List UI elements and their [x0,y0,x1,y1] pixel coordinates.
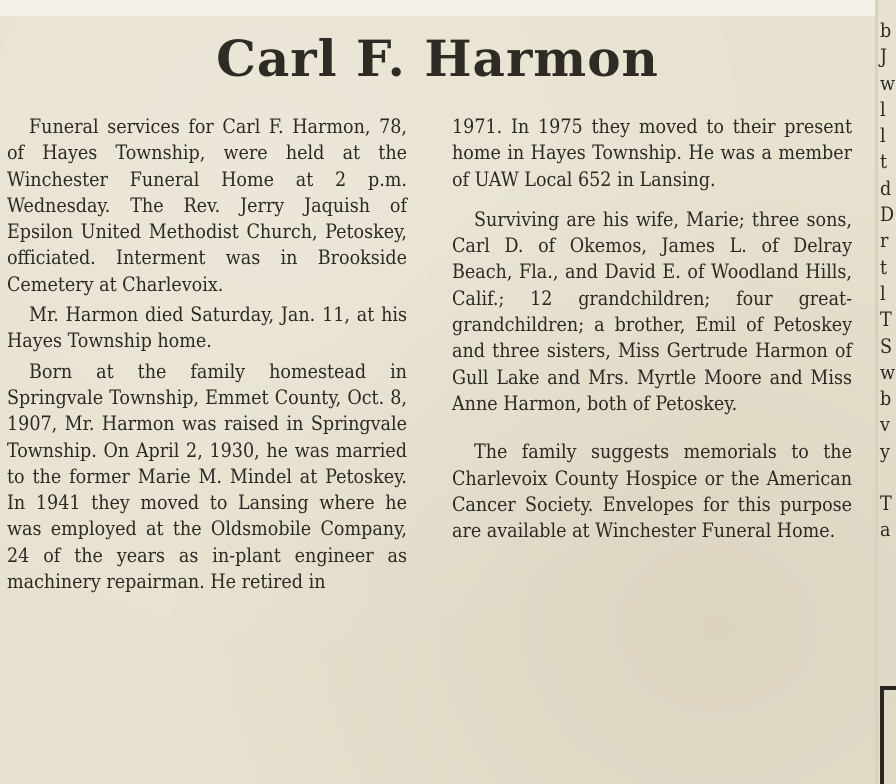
fragment-letter: T [880,308,892,332]
fragment-letter: v [880,413,890,437]
fragment-letter: t [880,150,888,174]
fragment-letter: T [880,492,892,516]
paragraph-biography: Born at the family homestead in Springvale Township, Emmet County, Oct. 8, 1907, Mr. Harmon was raised in Springvale Township. On April 2, 1930, he was married to the former Marie M. Mindel at Petoskey. In 1941 they moved to Lansing where he was employed at the Oldsmobile Company, 24 of the years as in-plant engineer as machinery repairman. He retired in [7,359,407,594]
left-column [7,114,407,595]
adjacent-box-border [880,686,896,784]
middle-column [452,114,852,544]
fragment-letter: w [880,360,896,384]
fragment-letter: b [880,387,892,411]
paragraph-biography-continued: 1971. In 1975 they moved to their present home in Hayes Township. He was a member of UAW Local 652 in Lansing. [452,115,852,191]
fragment-letter: b [880,19,892,42]
fragment-letter: a [880,518,891,542]
paragraph-memorials: The family suggests memorials to the Charlevoix County Hospice or the American Cancer Society. Envelopes for this purpose are available at Winchester Funeral Home. [452,440,852,543]
fragment-letter: l [880,97,886,121]
fragment-letter: S [880,334,893,358]
headline: Carl F. Harmon [216,29,659,88]
fragment-letter: J [880,45,888,69]
fragment-letter: y [880,439,890,463]
adjacent-column-fragment [880,18,896,544]
fragment-letter: D [880,203,895,227]
paragraph-funeral-services: Funeral services for Carl F. Harmon, 78, of Hayes Township, were held at the Winchester Funeral Home at 2 p.m. Wednesday. The Rev. Jerry Jaquish of Epsilon United Methodist Church, Petoskey, officiated. Interment was in Brookside Cemetery at Charlevoix. [7,115,407,296]
fragment-letter: l [880,281,886,305]
column-divider [875,0,878,784]
fragment-letter: r [880,229,889,253]
fragment-letter: w [880,71,896,95]
paragraph-survivors: Surviving are his wife, Marie; three sons, Carl D. of Okemos, James L. of Delray Beach, Fla., and David E. of Woodland Hills, Calif.; 12 grandchildren; four great-grandchildren; a brother, Emil of Petoskey and three sisters, Miss Gertrude Harmon of Gull Lake and Mrs. Myrtle Moore and Miss Anne Harmon, both of Petoskey. [452,207,852,415]
paragraph-death: Mr. Harmon died Saturday, Jan. 11, at his Hayes Township home. [7,303,407,353]
paper-edge [0,0,875,16]
fragment-letter: t [880,255,888,279]
fragment-letter: d [880,176,892,200]
fragment-letter: l [880,124,886,148]
